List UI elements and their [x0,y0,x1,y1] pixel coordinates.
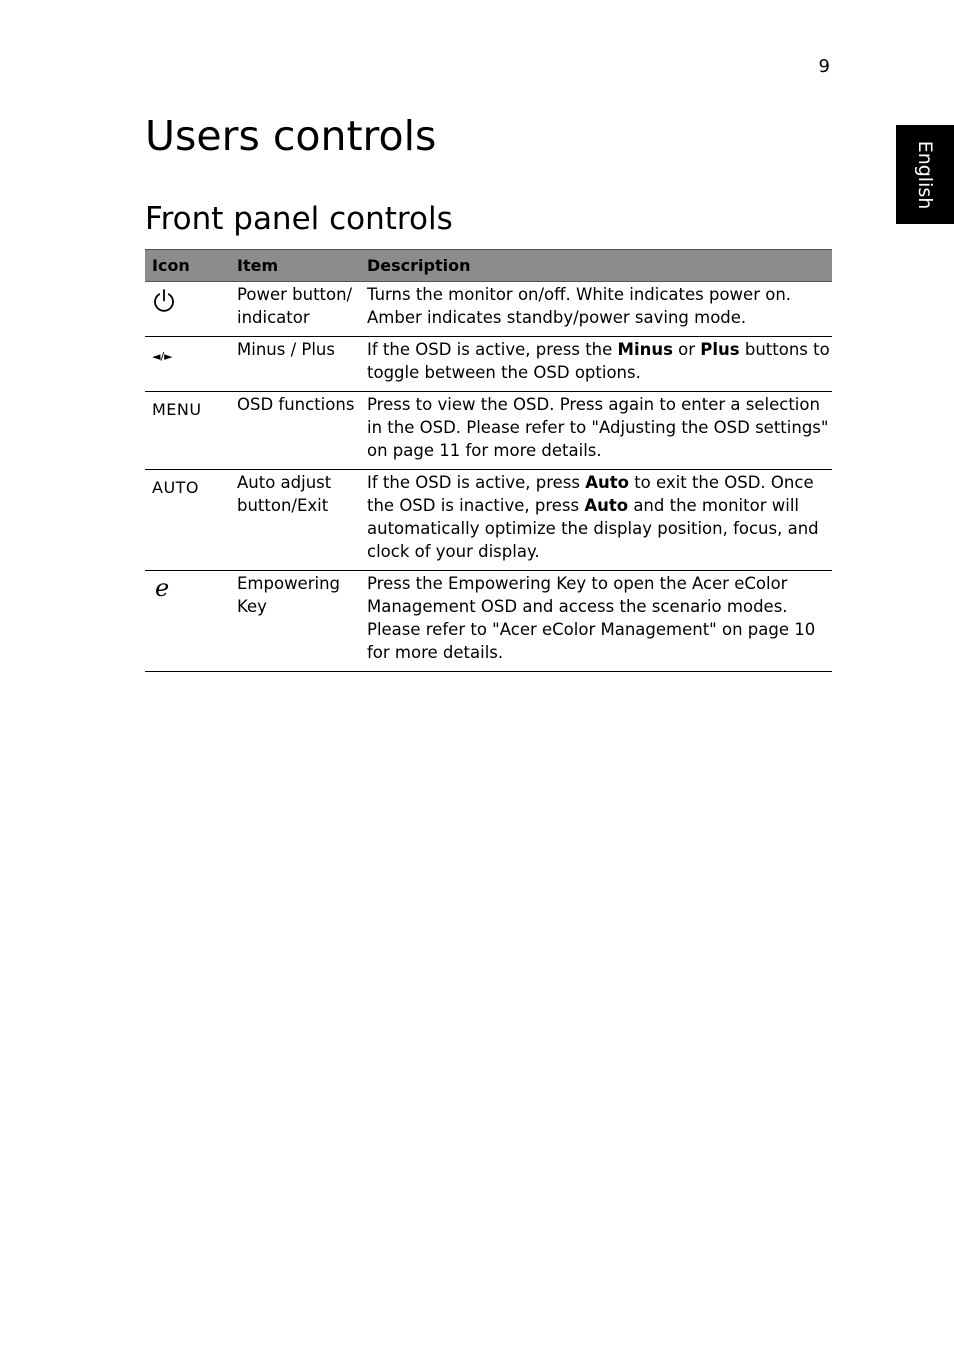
description-cell: Press to view the OSD. Press again to enter a selection in the OSD. Please refer to "Adjusting the OSD settings" on page 11 for more details. [367,392,832,470]
language-tab-label: English [914,140,936,209]
power-icon [152,288,176,314]
description-cell: Turns the monitor on/off. White indicates power on. Amber indicates standby/power saving mode. [367,282,832,337]
table-row [145,282,832,337]
item-cell: OSD functions [237,392,367,470]
minus-term: Minus [617,340,673,359]
front-panel-controls-table [145,249,832,672]
table-row [145,337,832,392]
header-description: Description [367,250,832,282]
item-cell: Power button/ indicator [237,282,367,337]
table-row [145,392,832,470]
header-icon: Icon [145,250,237,282]
icon-cell [145,571,237,672]
description-text: If the OSD is active, press the [367,340,618,359]
menu-icon: MENU [152,400,202,419]
header-item: Item [237,250,367,282]
description-text: and the monitor will automatically optimize the display position, focus, and clock of your display. [367,496,819,561]
page-title: Users controls [145,112,437,160]
icon-cell [145,282,237,337]
description-text: If the OSD is active, press [367,473,586,492]
section-title: Front panel controls [145,201,453,237]
item-cell: Auto adjust button/Exit [237,470,367,571]
table-header-row [145,250,832,282]
description-text: to exit the OSD. Once the OSD is inactive, press [367,473,814,515]
auto-icon: AUTO [152,478,200,497]
icon-cell [145,392,237,470]
auto-term: Auto [584,496,629,515]
plus-term: Plus [700,340,740,359]
auto-term: Auto [585,473,629,492]
description-text: or [672,340,701,359]
page-number: 9 [818,56,830,77]
item-cell: Minus / Plus [237,337,367,392]
minus-plus-icon: ◄/► [152,350,173,363]
language-tab [896,125,954,224]
icon-cell [145,470,237,571]
table-row [145,571,832,672]
description-cell [367,470,832,571]
item-cell: Empowering Key [237,571,367,672]
icon-cell [145,337,237,392]
empowering-e-icon: e [155,574,170,602]
description-cell [367,337,832,392]
table-row [145,470,832,571]
description-text: buttons to toggle between the OSD options. [367,340,830,382]
description-cell: Press the Empowering Key to open the Acer eColor Management OSD and access the scenario modes. Please refer to "Acer eColor Management" on page 10 for more details. [367,571,832,672]
